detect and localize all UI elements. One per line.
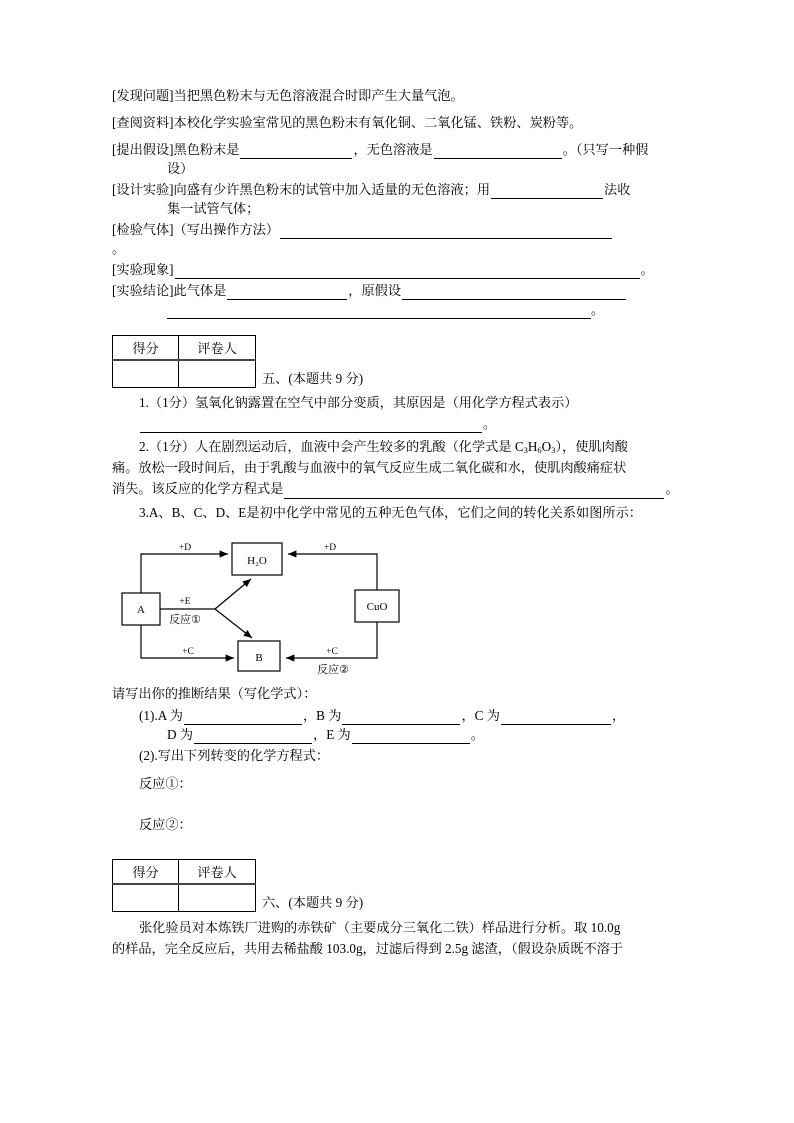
diagram-label-b: B — [255, 651, 263, 664]
conclusion-blank-continued[interactable] — [167, 305, 591, 319]
phenomenon-blank[interactable] — [175, 265, 640, 279]
design-text-after: 法收 — [604, 182, 631, 197]
question-2-line-3 — [112, 479, 682, 500]
design-text-before: 向盛有少许黑色粉末的试管中加入适量的无色溶液；用 — [173, 182, 491, 197]
conclusion-text-middle: ，原假设 — [348, 283, 402, 298]
q3-blank-e[interactable] — [352, 730, 470, 744]
diagram-svg — [112, 538, 682, 678]
inquiry-tag-design: [设计实验] — [112, 182, 174, 197]
question-3-stem — [112, 503, 682, 524]
test-gas-text-before: （写出操作方法） — [173, 222, 280, 237]
q3-prompt: 请写出你的推断结果（写化学式）： — [112, 685, 317, 701]
inquiry-row-test-gas — [112, 220, 682, 239]
inquiry-tag-discover: [发现问题] — [112, 88, 174, 103]
q3-blank-c[interactable] — [501, 711, 611, 725]
score-header-cell: 得分 — [113, 336, 179, 361]
inquiry-tag-reference: [查阅资料] — [112, 115, 174, 130]
hypothesis-blank-powder[interactable] — [240, 145, 352, 159]
hypothesis-text-before: 黑色粉末是 — [173, 142, 240, 157]
inquiry-tag-conclusion: [实验结论] — [112, 283, 174, 298]
diagram-label-h2o: H₂O — [247, 554, 267, 567]
inquiry-row-hypothesis — [112, 140, 682, 159]
q3-c-tail: ， — [611, 708, 626, 723]
conclusion-second-line — [112, 300, 682, 319]
q2-text-b: ），使肌肉酸 — [555, 438, 628, 454]
q3-number: 3. — [139, 505, 149, 520]
inquiry-row-discover — [112, 86, 682, 105]
design-blank-method[interactable] — [491, 185, 603, 199]
q3-e-label: ，E 为 — [313, 727, 351, 742]
q2-formula-mid-1: H — [527, 438, 538, 454]
inquiry-text-reference: 本校化学实验室常见的黑色粉末有氧化铜、二氧化锰、铁粉、炭粉等。 — [173, 115, 583, 130]
conclusion-period: 。 — [591, 302, 605, 317]
inquiry-row-conclusion — [112, 281, 682, 300]
q3-sub1-line-2 — [112, 725, 682, 744]
diagram-edge-a-to-h2o — [141, 554, 228, 593]
q2-period: 。 — [665, 480, 679, 496]
inquiry-row-reference — [112, 113, 682, 132]
q1-text: 氢氧化钠露置在空气中部分变质，其原因是（用化学方程式表示） — [195, 395, 578, 410]
q2-text-a: 人在剧烈运动后，血液中会产生较多的乳酸（化学式是 C — [195, 438, 524, 454]
hypothesis-continuation: 设） — [167, 161, 194, 176]
inquiry-text-discover: 当把黑色粉末与无色溶液混合时即产生大量气泡。 — [173, 88, 464, 103]
score-value-cell[interactable] — [113, 884, 179, 912]
q3-text: A、B、C、D、E是初中化学中常见的五种无色气体，它们之间的转化关系如图所示： — [148, 505, 642, 520]
conclusion-blank-gas[interactable] — [227, 286, 347, 300]
marker-value-cell[interactable] — [179, 884, 256, 912]
q3-sub1-period: 。 — [470, 727, 484, 742]
inquiry-tag-test-gas: [检验气体] — [112, 222, 174, 237]
q2-marks: （1分） — [148, 438, 196, 454]
q3-blank-d[interactable] — [194, 730, 312, 744]
section-six-body-line-2: 的样品，完全反应后，共用去稀盐酸 103.0g，过滤后得到 2.5g 滤渣，（假设杂质既不溶于 — [112, 940, 624, 956]
q3-c-label: ，C 为 — [461, 708, 500, 723]
section-five-caption: 五、(本题共 9 分) — [262, 371, 364, 386]
diagram-edge-label-reaction-2: 反应② — [317, 663, 349, 676]
marker-value-cell[interactable] — [179, 360, 256, 388]
marker-header-cell: 评卷人 — [179, 336, 256, 361]
section-six-body-line-1: 张化验员对本炼铁厂进购的赤铁矿（主要成分三氧化二铁）样品进行分析。取 10.0g — [139, 920, 621, 935]
q3-sub1-number: (1). — [139, 708, 158, 723]
score-table-six-value-row — [113, 884, 256, 912]
gas-conversion-diagram — [112, 538, 682, 678]
inquiry-row-design — [112, 180, 682, 199]
diagram-label-cuo: CuO — [366, 600, 388, 613]
diagram-edge-fork-to-b — [215, 609, 252, 638]
phenomenon-period: 。 — [640, 262, 654, 277]
q3-sub2-text: 写出下列转变的化学方程式： — [157, 748, 330, 763]
score-table-five — [112, 335, 256, 388]
diagram-edge-cuo-to-h2o — [288, 554, 377, 590]
section-six-caption: 六、(本题共 9 分) — [262, 895, 364, 910]
question-1 — [112, 393, 682, 414]
score-table-six-header-row — [113, 860, 256, 885]
conclusion-text-before: 此气体是 — [173, 283, 227, 298]
score-value-cell[interactable] — [113, 360, 179, 388]
question-2-line-2: 痛。放松一段时间后，由于乳酸与血液中的氧气反应生成二氧化碳和水，使肌肉酸痛症状 — [112, 460, 627, 475]
q2-sub-3: 3 — [551, 444, 556, 455]
q3-sub1-line-1 — [112, 706, 682, 725]
q1-number: 1. — [139, 395, 149, 410]
q2-formula-mid-2: O — [541, 438, 552, 454]
diagram-edge-label-middle: +E — [179, 596, 191, 607]
diagram-edge-label-top-left: +D — [178, 542, 192, 553]
q3-reaction-2-row: 反应②： — [139, 817, 192, 832]
hypothesis-blank-solution[interactable] — [434, 145, 562, 159]
diagram-edge-label-reaction-1: 反应① — [169, 613, 201, 626]
inquiry-tag-phenomenon: [实验现象] — [112, 262, 174, 277]
q2-number: 2. — [139, 438, 149, 454]
diagram-edge-label-bottom-right: +C — [326, 646, 338, 657]
q2-text-before-blank: 消失。该反应的化学方程式是 — [112, 480, 284, 496]
marker-header-cell: 评卷人 — [179, 860, 256, 885]
hypothesis-text-after: 。（只写一种假 — [562, 142, 649, 157]
page-content — [112, 86, 682, 959]
diagram-edge-label-top-right: +D — [323, 542, 337, 553]
score-table-five-value-row — [113, 360, 256, 388]
q1-blank[interactable] — [140, 419, 482, 433]
diagram-edge-fork-to-h2o — [215, 579, 251, 609]
score-table-six — [112, 859, 256, 912]
q1-period: 。 — [483, 415, 497, 431]
q2-sub-2: 6 — [537, 444, 542, 455]
q3-sub2-heading — [112, 746, 682, 765]
question-2-line-1 — [112, 437, 682, 459]
q3-b-label: ，B 为 — [302, 708, 342, 723]
section-six-table-row — [112, 859, 682, 912]
q3-blank-b[interactable] — [342, 711, 460, 725]
q3-blank-a[interactable] — [184, 711, 302, 725]
diagram-label-a: A — [137, 603, 145, 616]
diagram-edge-label-bottom-left: +C — [182, 646, 194, 657]
conclusion-blank-hypothesis[interactable] — [402, 286, 626, 300]
q2-blank[interactable] — [284, 485, 664, 499]
q3-sub2-number: (2). — [139, 748, 158, 763]
q1-marks: （1分） — [148, 395, 196, 410]
design-continuation: 集一试管气体； — [167, 201, 260, 216]
q3-reaction-1-row: 反应①： — [139, 776, 192, 791]
q3-d-label: D 为 — [167, 727, 194, 742]
hypothesis-text-middle: ，无色溶液是 — [353, 142, 433, 157]
score-header-cell: 得分 — [113, 860, 179, 885]
inquiry-tag-hypothesis: [提出假设] — [112, 142, 174, 157]
inquiry-row-phenomenon — [112, 260, 682, 279]
q3-a-label: A 为 — [157, 708, 183, 723]
test-gas-blank[interactable] — [280, 225, 612, 239]
test-gas-period: 。 — [112, 241, 126, 256]
score-table-five-header-row — [113, 336, 256, 361]
q2-sub-1: 3 — [523, 444, 528, 455]
q1-answer-row — [112, 414, 682, 433]
section-five-table-row — [112, 335, 682, 388]
